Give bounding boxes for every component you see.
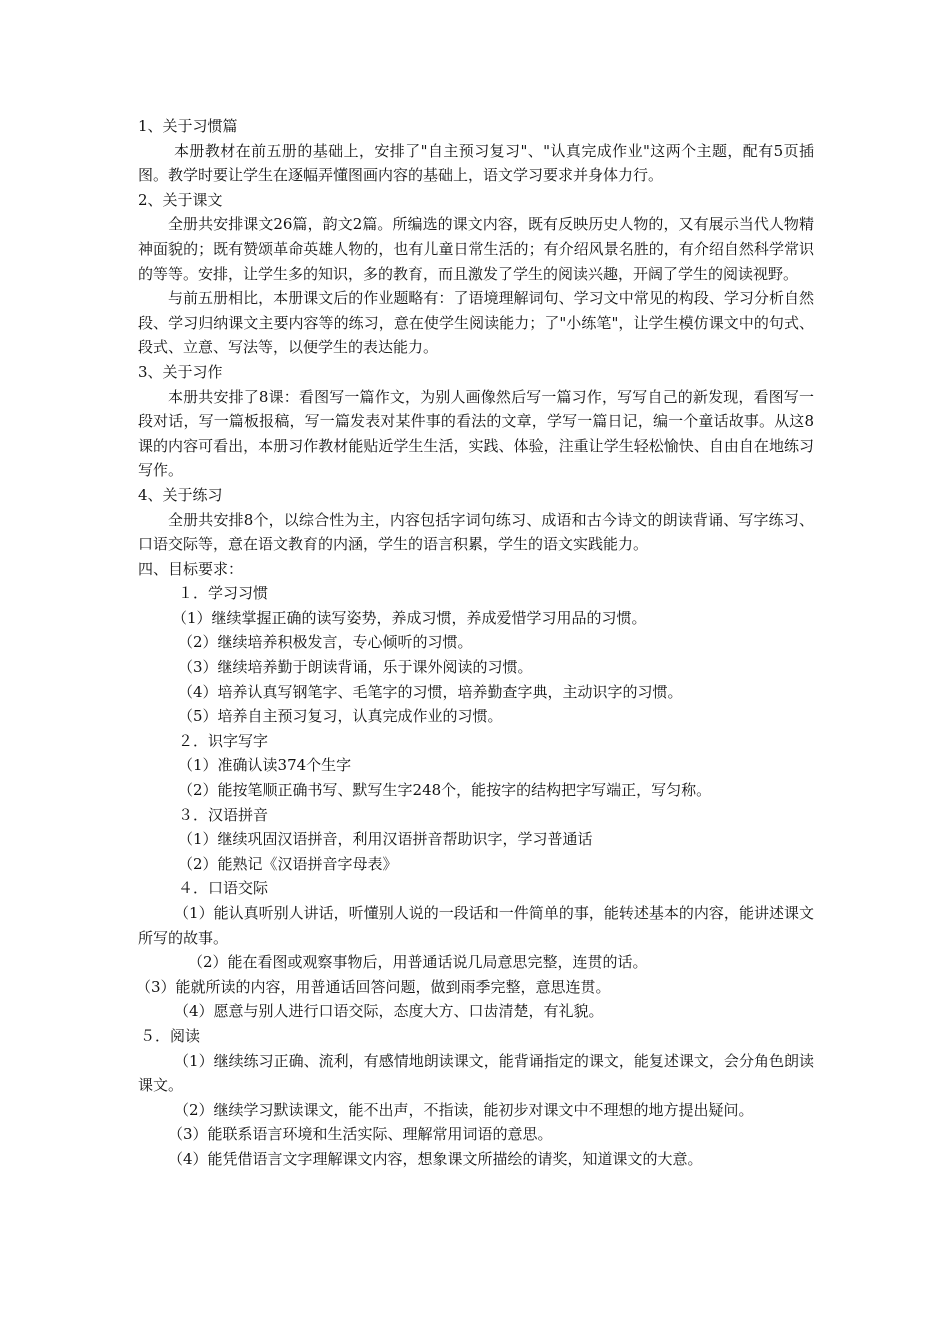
- goal-item: （1）继续练习正确、流利，有感情地朗读课文，能背诵指定的课文，能复述课文，会分角色朗读课文。: [138, 1051, 814, 1095]
- goal-item: （1）能认真听别人讲话，听懂别人说的一段话和一件简单的事，能转述基本的内容，能讲述课文所写的故事。: [138, 904, 814, 947]
- goal-title-reading: ５．阅读: [140, 1026, 201, 1045]
- paragraph-texts-1: 全册共安排课文26篇，韵文2篇。所编选的课文内容，既有反映历史人物的，又有展示当代人物精神面貌的；既有赞颂革命英雄人物的，也有儿童日常生活的；有介绍风景名胜的，有介绍自然科学常识的等等。安排，让学生多的知识，多的教育，而且激发了学生的阅读兴趣，开阔了学生的阅读视野。: [138, 215, 814, 283]
- goal-item: （2）能熟记《汉语拼音字母表》: [178, 854, 398, 873]
- paragraph-writing: 本册共安排了8课：看图写一篇作文，为别人画像然后写一篇习作，写写自己的新发现，看图写一段对话，写一篇板报稿，写一篇发表对某件事的看法的文章，学写一篇日记，编一个童话故事。从这8课的内容可看出，本册习作教材能贴近学生生活，实践、体验，注重让学生轻松愉快、自由自在地练习写作。: [138, 387, 814, 480]
- goal-item: （3）继续培养勤于朗读背诵，乐于课外阅读的习惯。: [178, 658, 533, 677]
- goal-item: （1）继续掌握正确的读写姿势，养成习惯，养成爱惜学习用品的习惯。: [172, 608, 647, 627]
- paragraph-practice: 全册共安排8个，以综合性为主，内容包括字词句练习、成语和古今诗文的朗读背诵、写字练习、口语交际等，意在语文教育的内涵，学生的语言积累，学生的语文实践能力。: [138, 510, 814, 554]
- goal-item: （5）培养自主预习复习，认真完成作业的习惯。: [178, 707, 503, 726]
- goal-title-pinyin: ３．汉语拼音: [178, 805, 269, 824]
- goal-item: （4）能凭借语言文字理解课文内容，想象课文所描绘的请奖，知道课文的大意。: [168, 1149, 703, 1168]
- paragraph-habit: 本册教材在前五册的基础上，安排了"自主预习复习"、"认真完成作业"这两个主题，配有5页插图。教学时要让学生在逐幅弄懂图画内容的基础上，语文学习要求并身体力行。: [138, 141, 814, 185]
- goal-item: （4）培养认真写钢笔字、毛笔字的习惯，培养勤查字典，主动识字的习惯。: [178, 682, 683, 701]
- goal-item: （2）能在看图或观察事物后，用普通话说几局意思完整，连贯的话。: [188, 953, 648, 972]
- section-heading-texts: 2、关于课文: [138, 190, 223, 209]
- goal-title-characters: ２．识字写字: [178, 731, 269, 750]
- goal-item: （4）愿意与别人进行口语交际，态度大方、口齿清楚，有礼貌。: [174, 1002, 604, 1021]
- paragraph-texts-2: 与前五册相比，本册课文后的作业题略有：了语境理解词句、学习文中常见的构段、学习分析自然段、学习归纳课文主要内容等的练习，意在使学生阅读能力；了"小练笔"，让学生模仿课文中的句式、段式、立意、写法等，以便学生的表达能力。: [138, 289, 814, 357]
- goal-item: （3）能联系语言环境和生活实际、理解常用词语的意思。: [168, 1125, 553, 1144]
- goal-item: （2）继续培养积极发言，专心倾听的习惯。: [178, 633, 473, 652]
- document-body: [138, 114, 814, 1172]
- goal-item: （3）能就所读的内容，用普通话回答问题，做到雨季完整，意思连贯。: [136, 977, 611, 996]
- goal-title-speaking: ４．口语交际: [178, 879, 269, 898]
- goal-item: （1）继续巩固汉语拼音，利用汉语拼音帮助识字，学习普通话: [178, 830, 593, 849]
- goal-item: （2）继续学习默读课文，能不出声，不指读，能初步对课文中不理想的地方提出疑问。: [174, 1100, 754, 1119]
- goal-title-habits: １．学习习惯: [178, 584, 269, 603]
- section-heading-habit: 1、关于习惯篇: [138, 117, 238, 135]
- section-heading-writing: 3、关于习作: [138, 362, 223, 381]
- goal-item: （2）能按笔顺正确书写、默写生字248个，能按字的结构把字写端正，写匀称。: [178, 781, 712, 800]
- section-heading-practice: 4、关于练习: [138, 485, 223, 504]
- goal-item: （1）准确认读374个生字: [178, 756, 352, 775]
- section-heading-goals: 四、目标要求：: [138, 559, 244, 578]
